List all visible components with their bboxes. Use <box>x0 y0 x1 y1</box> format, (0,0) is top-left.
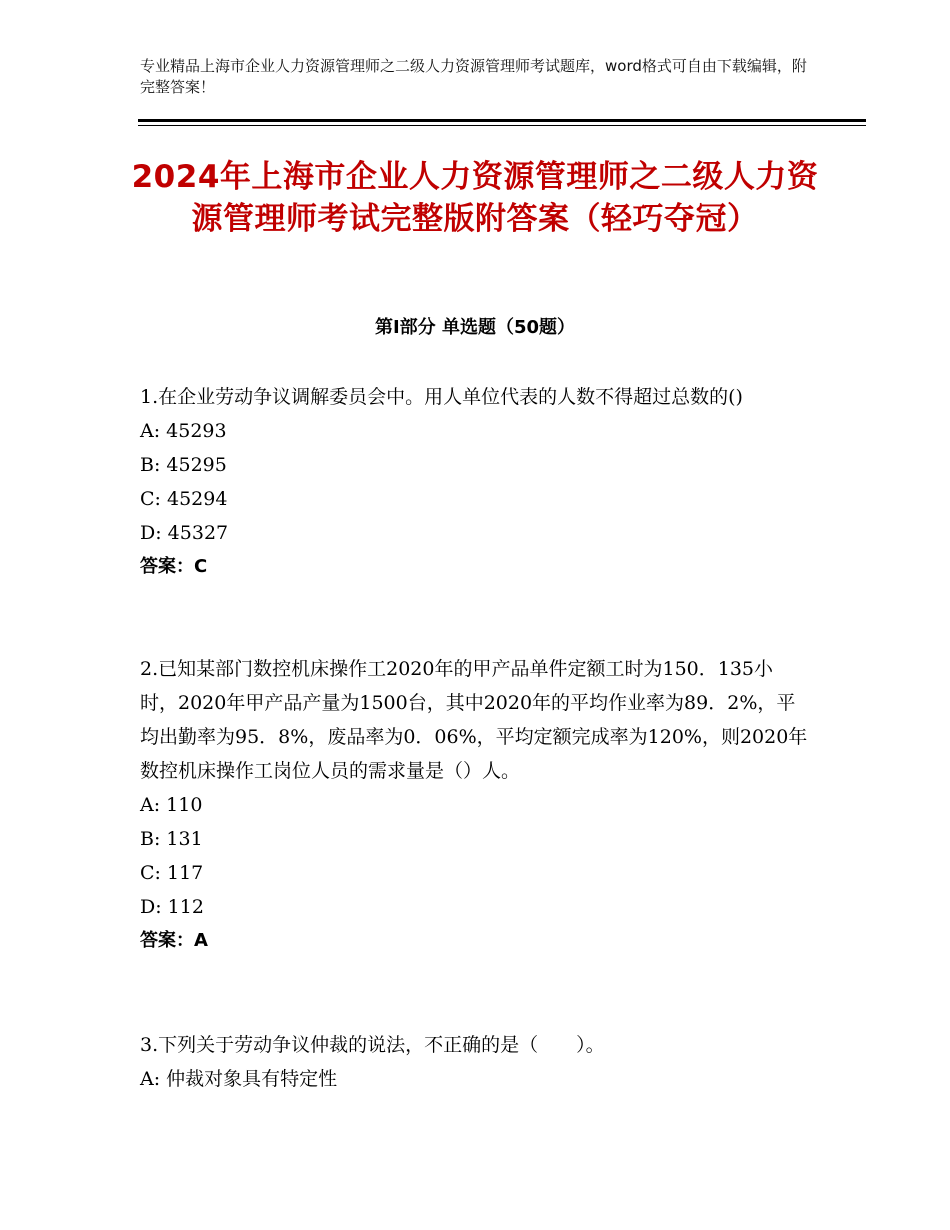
document-title: 2024年上海市企业人力资源管理师之二级人力资源管理师考试完整版附答案（轻巧夺冠） <box>131 159 819 237</box>
answer: 答案：A <box>140 930 208 951</box>
question-text: 3.下列关于劳动争议仲裁的说法，不正确的是（ ）。 <box>140 1034 605 1056</box>
option-a: A: 110 <box>140 794 203 816</box>
option-c: C: 45294 <box>140 488 228 510</box>
header-note: 专业精品上海市企业人力资源管理师之二级人力资源管理师考试题库，word格式可自由下载编辑，附完整答案！ <box>140 57 807 96</box>
question-2 <box>140 652 810 958</box>
question-text: 2.已知某部门数控机床操作工2020年的甲产品单件定额工时为150．135小时，2020年甲产品产量为1500台，其中2020年的平均作业率为89．2%，平均出勤率为95．8%，废品率为0．06%，平均定额完成率为120%，则2020年数控机床操作工岗位人员的需求量是（）人。 <box>140 658 808 782</box>
option-d: D: 112 <box>140 896 204 918</box>
answer: 答案：C <box>140 556 208 577</box>
option-d: D: 45327 <box>140 522 229 544</box>
section-heading: 第Ⅰ部分 单选题（50题） <box>374 317 575 338</box>
option-a: A: 仲裁对象具有特定性 <box>140 1068 338 1090</box>
header-divider-thin <box>138 125 866 126</box>
question-1 <box>140 380 810 584</box>
option-a: A: 45293 <box>140 420 227 442</box>
question-3 <box>140 1028 810 1096</box>
header-divider-thick <box>138 119 866 122</box>
option-c: C: 117 <box>140 862 204 884</box>
option-b: B: 45295 <box>140 454 227 476</box>
option-b: B: 131 <box>140 828 203 850</box>
question-text: 1.在企业劳动争议调解委员会中。用人单位代表的人数不得超过总数的() <box>140 386 743 408</box>
